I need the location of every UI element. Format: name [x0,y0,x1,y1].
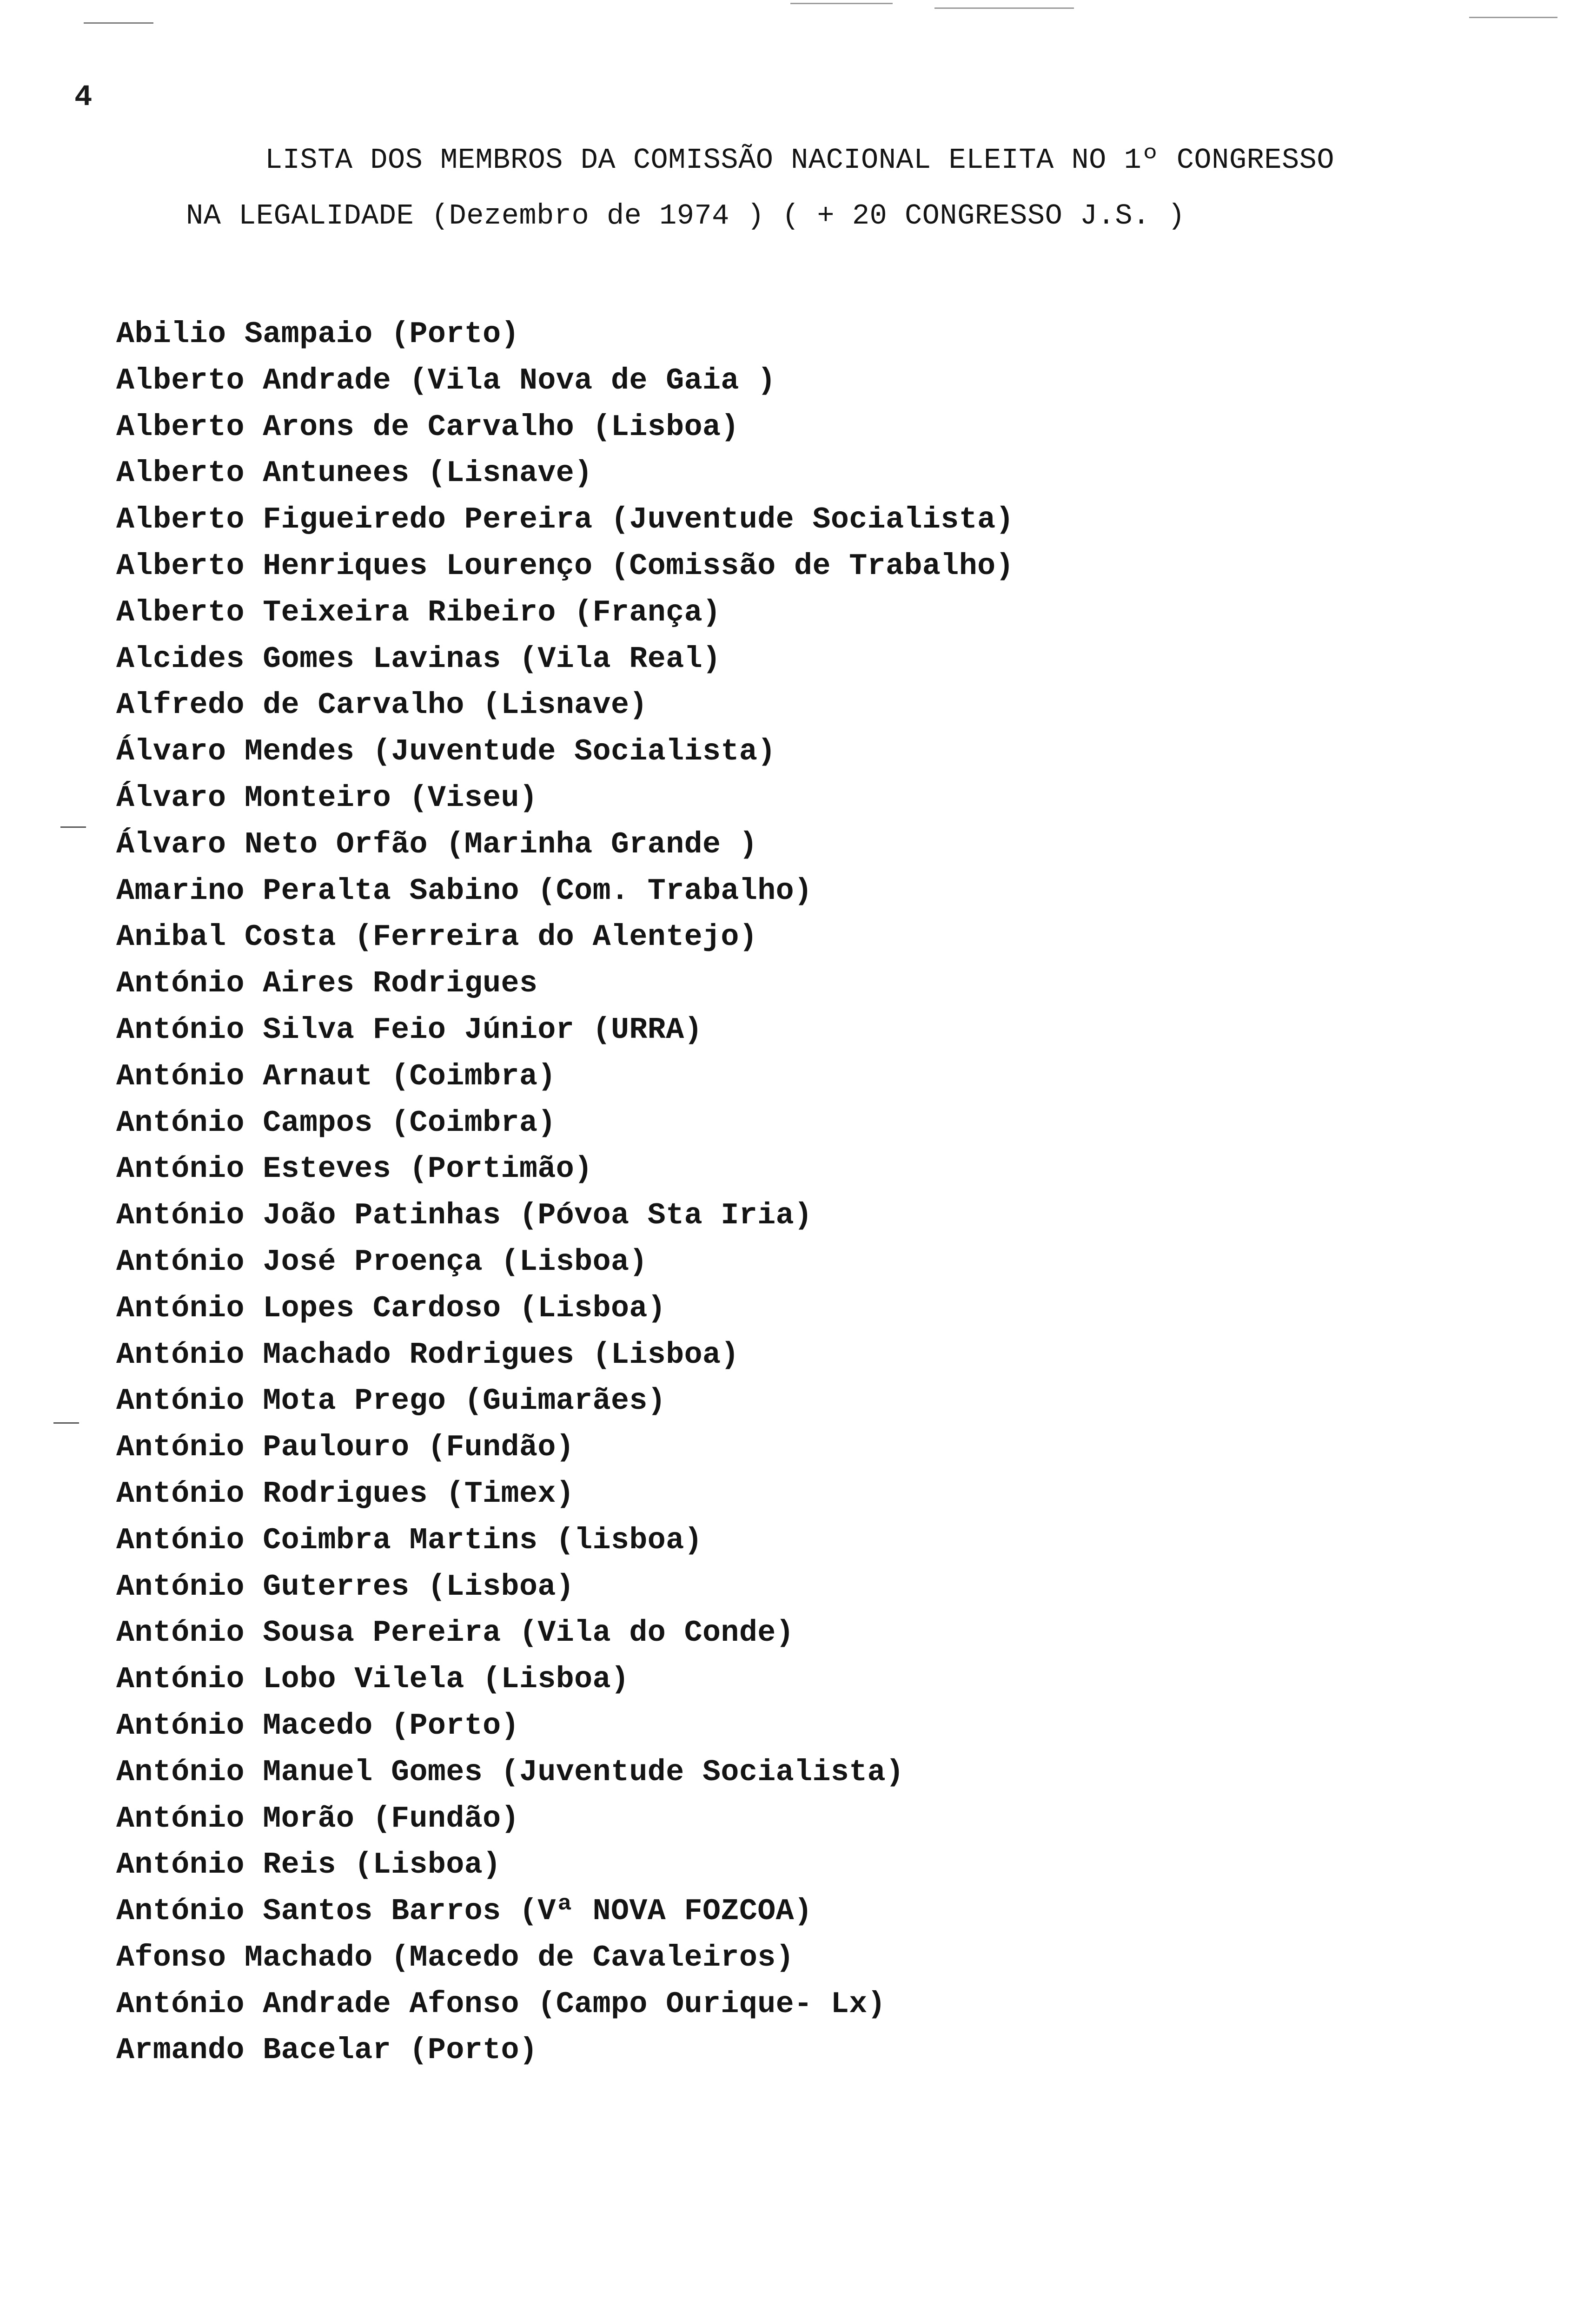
member-entry: António Andrade Afonso (Campo Ourique- Lx) [116,1987,886,2021]
member-entry: António Rodrigues (Timex) [116,1476,575,1511]
member-entry: Amarino Peralta Sabino (Com. Trabalho) [116,873,813,908]
member-entry: Alberto Arons de Carvalho (Lisboa) [116,409,739,444]
member-entry: António Macedo (Porto) [116,1708,519,1743]
member-entry: António Sousa Pereira (Vila do Conde) [116,1616,795,1651]
member-entry: António Paulouro (Fundão) [116,1430,575,1465]
scan-artifact-top-center [790,3,893,4]
member-entry: Afonso Machado (Macedo de Cavaleiros) [116,1940,795,1975]
member-entry: António Coimbra Martins (lisboa) [116,1523,703,1558]
member-entry: António Manuel Gomes (Juventude Socialista) [116,1755,904,1789]
page-number: 4 [74,81,93,114]
member-entry: António Esteves (Portimão) [116,1152,593,1187]
member-entry: António Lobo Vilela (Lisboa) [116,1662,629,1697]
member-entry: António Aires Rodrigues [116,966,538,1001]
member-entry: Álvaro Mendes (Juventude Socialista) [116,734,776,769]
member-entry: Alberto Figueiredo Pereira (Juventude Socialista) [116,502,1014,537]
member-entry: António Morão (Fundão) [116,1801,519,1836]
member-list [116,311,1464,2074]
document-title [186,132,1511,244]
member-entry: Anibal Costa (Ferreira do Alentejo) [116,920,758,955]
member-entry: Álvaro Monteiro (Viseu) [116,780,538,815]
member-entry: Alberto Teixeira Ribeiro (França) [116,595,721,630]
member-entry: António Mota Prego (Guimarães) [116,1384,666,1419]
member-entry: António Arnaut (Coimbra) [116,1059,556,1094]
member-entry: Alberto Henriques Lourenço (Comissão de Trabalho) [116,548,1014,583]
member-entry: António Reis (Lisboa) [116,1848,501,1882]
member-entry: António João Patinhas (Póvoa Sta Iria) [116,1198,813,1233]
member-entry: Alfredo de Carvalho (Lisnave) [116,688,648,723]
title-line-1: LISTA DOS MEMBROS DA COMISSÃO NACIONAL ELEITA NO 1º CONGRESSO [265,144,1335,177]
member-entry: António Machado Rodrigues (Lisboa) [116,1337,739,1372]
member-entry: António José Proença (Lisboa) [116,1244,648,1279]
member-entry: Armando Bacelar (Porto) [116,2033,538,2068]
member-entry: Alcides Gomes Lavinas (Vila Real) [116,641,721,676]
member-entry: António Campos (Coimbra) [116,1105,556,1140]
scan-artifact-top-center-2 [934,7,1074,9]
member-entry: António Santos Barros (Vª NOVA FOZCOA) [116,1894,813,1929]
scan-artifact-top-left [84,22,153,24]
member-entry: António Guterres (Lisboa) [116,1569,575,1604]
member-entry: Álvaro Neto Orfão (Marinha Grande ) [116,827,758,862]
margin-mark-2 [53,1422,79,1424]
title-line-2: NA LEGALIDADE (Dezembro de 1974 ) ( + 20 CONGRESSO J.S. ) [186,199,1186,232]
margin-mark-1 [60,826,86,828]
member-entry: Alberto Andrade (Vila Nova de Gaia ) [116,363,776,398]
member-entry: Abilio Sampaio (Porto) [116,317,519,351]
member-entry: António Silva Feio Júnior (URRA) [116,1012,703,1047]
scan-artifact-top-right [1469,17,1557,18]
member-entry: Alberto Antunees (Lisnave) [116,456,593,491]
member-entry: António Lopes Cardoso (Lisboa) [116,1291,666,1326]
